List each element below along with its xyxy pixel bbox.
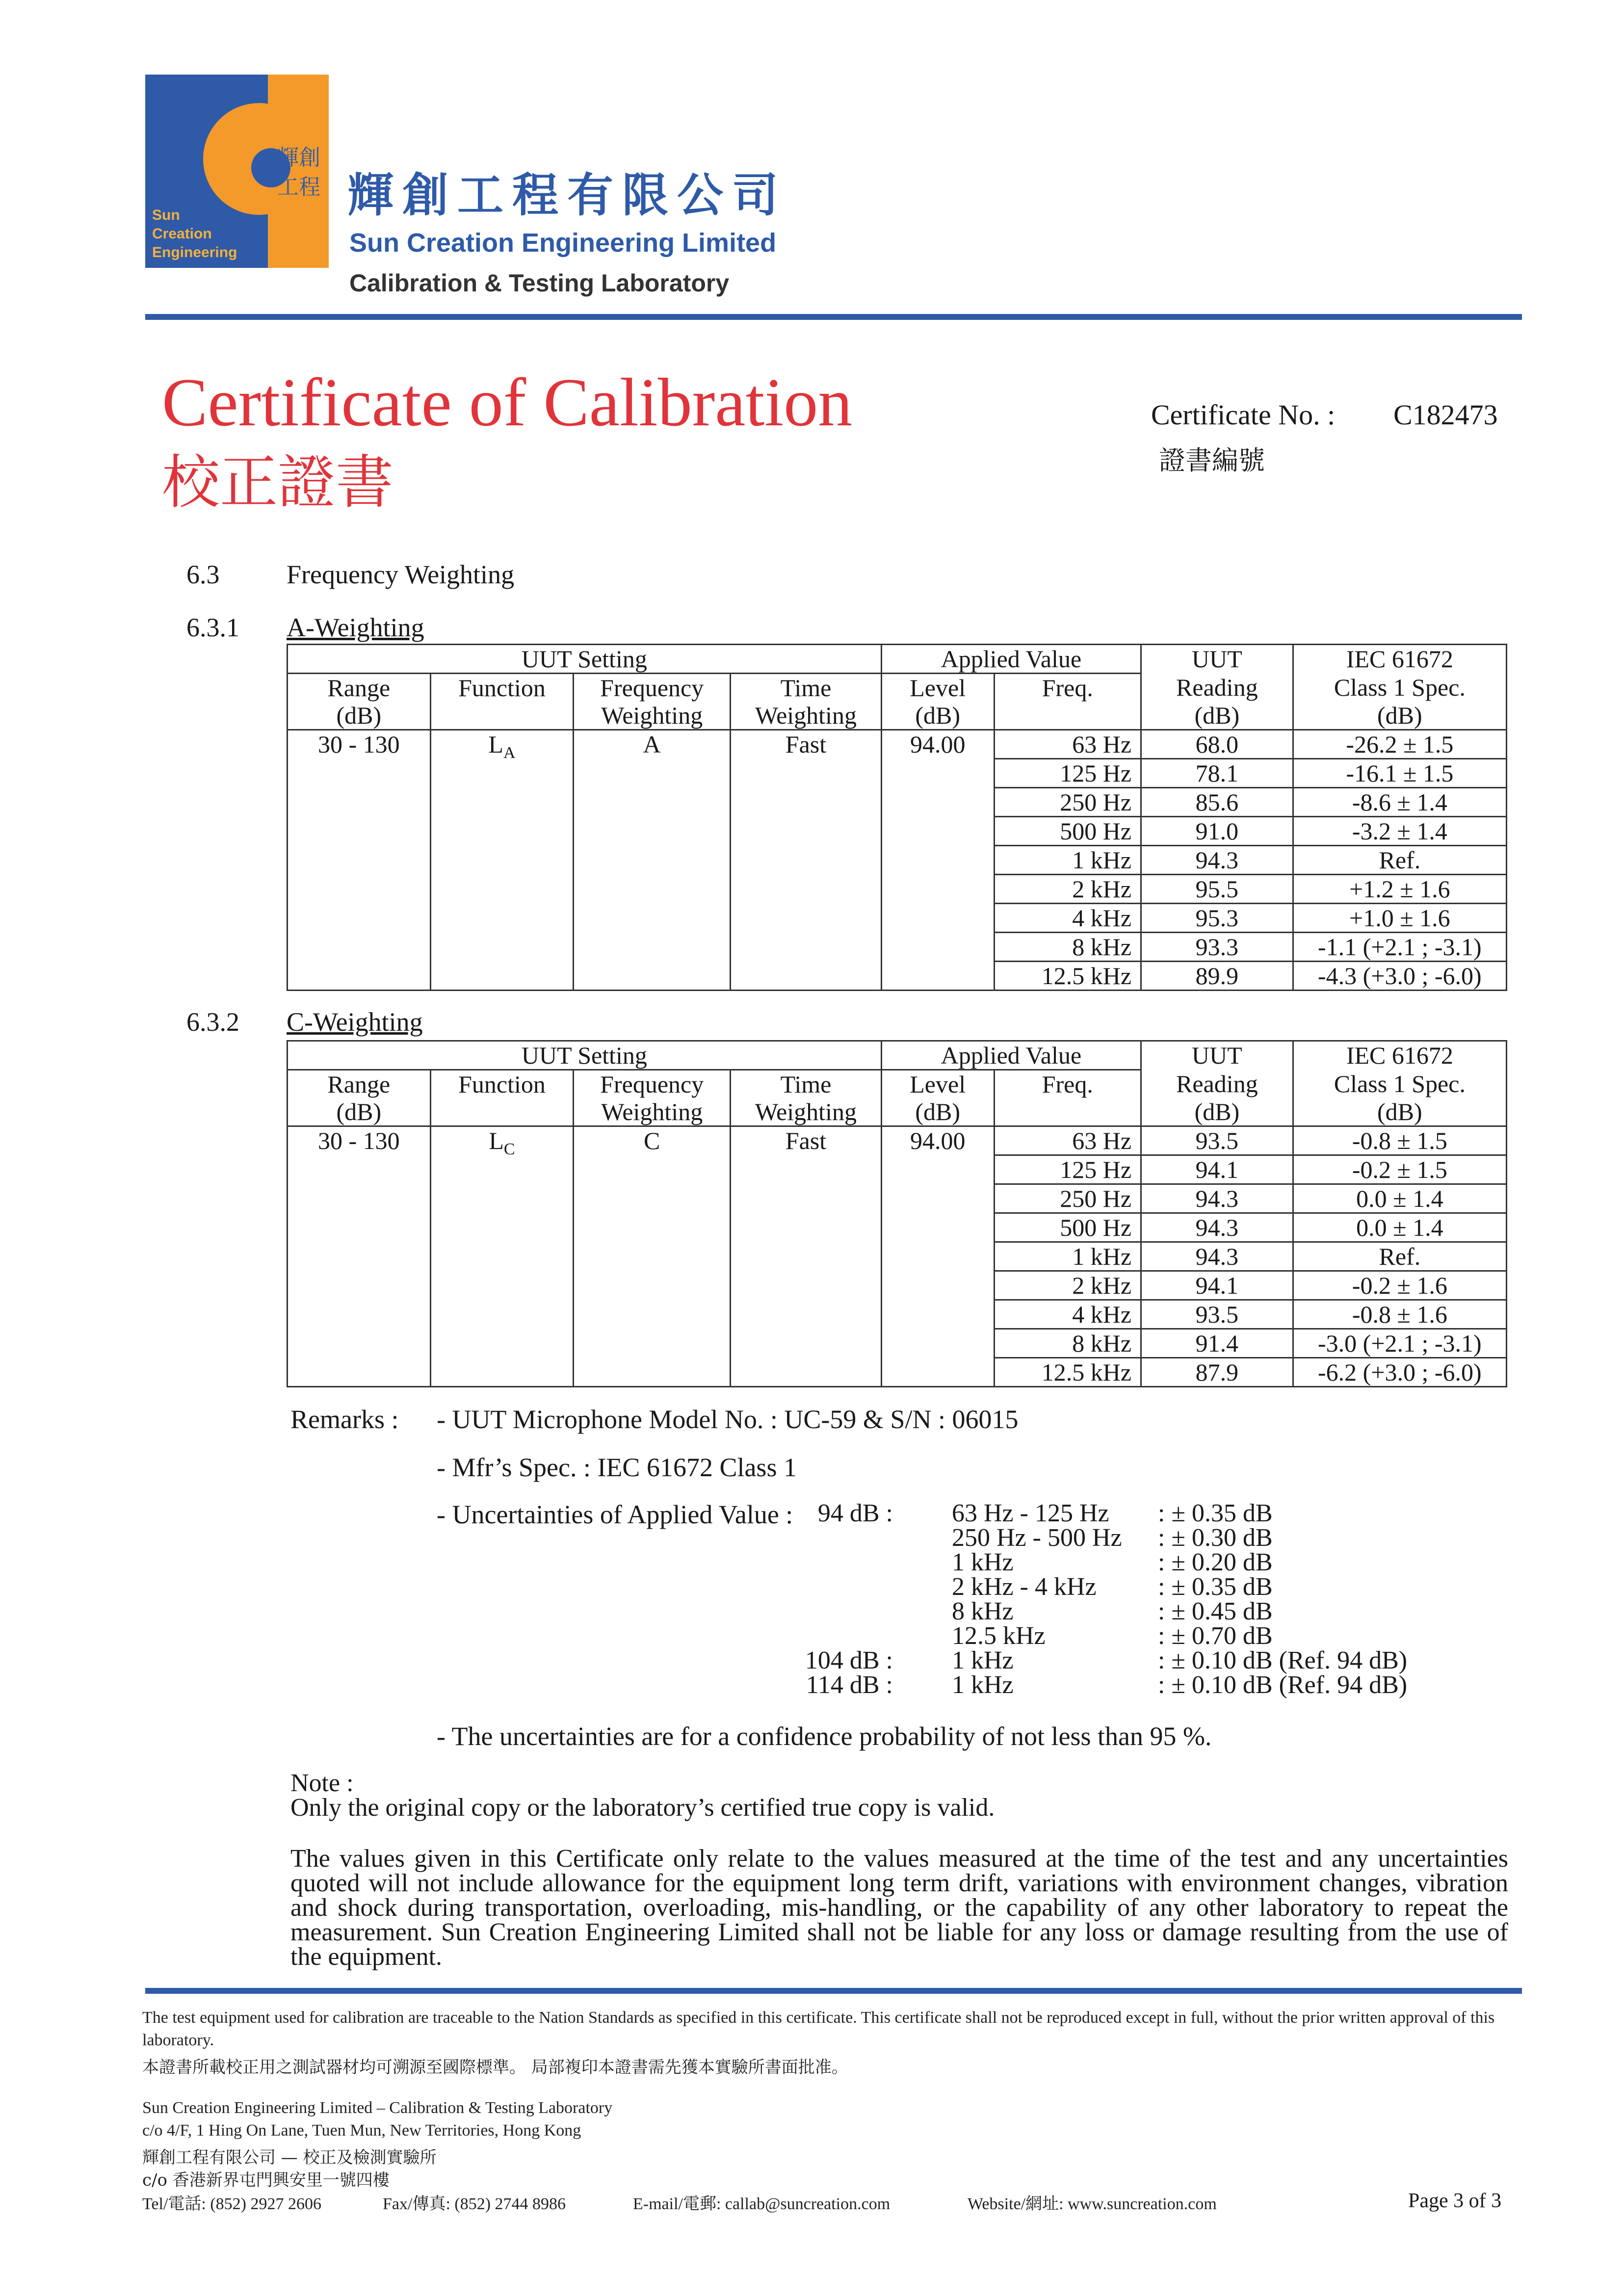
header-divider [145, 314, 1522, 320]
reading-cell: 78.1 [1141, 759, 1293, 788]
header-applied-value: Applied Value [881, 1041, 1141, 1070]
header-function: Function [430, 1070, 574, 1098]
fax: Fax/傳真: (852) 2744 8986 [383, 2195, 566, 2213]
reading-cell: 94.3 [1141, 1184, 1293, 1213]
header-range: Range [288, 1070, 431, 1098]
reading-cell: 94.3 [1141, 846, 1293, 875]
uncertainty-freq: 1 kHz [952, 1548, 1014, 1576]
header-range: Range [288, 674, 431, 702]
header-spec-unit: (dB) [1293, 1098, 1506, 1126]
header-freq: Freq. [994, 674, 1141, 730]
header-blank [430, 702, 574, 730]
certificate-title: Certificate of Calibration [162, 365, 853, 441]
a-weighting-rows [288, 730, 1507, 991]
header-freq: Freq. [994, 1070, 1141, 1126]
address-zh: c/o 香港新界屯門興安里一號四樓 [142, 2170, 390, 2190]
remarks-label: Remarks : [290, 1405, 399, 1434]
freq-cell: 125 Hz [994, 1155, 1141, 1184]
freq-cell: 125 Hz [994, 759, 1141, 788]
note-label: Note : [290, 1769, 354, 1797]
uncertainty-value: : ± 0.35 dB [1158, 1573, 1273, 1601]
spec-cell: -4.3 (+3.0 ; -6.0) [1293, 962, 1506, 991]
reading-cell: 94.1 [1141, 1155, 1293, 1184]
uncertainty-row [805, 1575, 1472, 1599]
freq-cell: 1 kHz [994, 846, 1141, 875]
function-cell [430, 730, 574, 991]
header-level: Level [881, 674, 994, 702]
spec-cell: -0.2 ± 1.5 [1293, 1155, 1506, 1184]
function-cell [430, 1126, 574, 1387]
header-reading: Reading [1141, 1070, 1293, 1098]
header-frequency: Frequency [574, 674, 731, 702]
website-link[interactable]: Website/網址: www.suncreation.com [968, 2195, 1217, 2213]
footer-divider [145, 1988, 1522, 1994]
freq-cell: 12.5 kHz [994, 1358, 1141, 1387]
header-time: Time [731, 674, 882, 702]
reading-cell: 93.5 [1141, 1300, 1293, 1329]
uncertainty-row [805, 1501, 1472, 1526]
reading-cell: 87.9 [1141, 1358, 1293, 1387]
uncertainty-value: : ± 0.70 dB [1158, 1622, 1273, 1650]
header-range-unit: (dB) [288, 702, 431, 730]
uncertainty-row [805, 1673, 1472, 1697]
header-reading: Reading [1141, 674, 1293, 702]
page-number: Page 3 of 3 [1408, 2190, 1502, 2212]
subsection-number: 6.3.2 [186, 1007, 239, 1037]
remark-mfr-spec: - Mfr’s Spec. : IEC 61672 Class 1 [437, 1453, 797, 1482]
lab-line: Sun Creation Engineering Limited – Calibration & Testing Laboratory [142, 2099, 613, 2117]
header-reading-unit: (dB) [1141, 1098, 1293, 1126]
certificate-number: C182473 [1393, 399, 1498, 431]
uncertainty-freq: 1 kHz [952, 1646, 1014, 1674]
spec-cell: -6.2 (+3.0 ; -6.0) [1293, 1358, 1506, 1387]
email-link[interactable]: E-mail/電郵: callab@suncreation.com [633, 2195, 891, 2213]
uncertainty-freq: 63 Hz - 125 Hz [952, 1499, 1109, 1527]
traceability-statement: The test equipment used for calibration are traceable to the Nation Standards as specified in this certificate. This certificate shall not be reproduced except in full, without the prior written approval of this laboratory. [142, 2009, 1495, 2049]
spec-cell: -16.1 ± 1.5 [1293, 759, 1506, 788]
remark-microphone: - UUT Microphone Model No. : UC-59 & S/N : 06015 [437, 1405, 1019, 1434]
freq-cell: 8 kHz [994, 933, 1141, 962]
header-range-unit: (dB) [288, 1098, 431, 1126]
uncertainty-row [805, 1648, 1472, 1673]
c-weighting-rows [288, 1126, 1507, 1387]
header-weighting: Weighting [731, 1098, 882, 1126]
header-weighting: Weighting [731, 702, 882, 730]
uncertainty-freq: 12.5 kHz [952, 1622, 1046, 1650]
spec-cell: -1.1 (+2.1 ; -3.1) [1293, 933, 1506, 962]
time-weighting-cell: Fast [731, 1126, 882, 1387]
uncertainty-level: 94 dB : [817, 1499, 893, 1527]
subsection-title: A-Weighting [287, 613, 424, 642]
spec-cell: +1.2 ± 1.6 [1293, 875, 1506, 904]
freq-cell: 500 Hz [994, 1213, 1141, 1242]
spec-cell: +1.0 ± 1.6 [1293, 904, 1506, 933]
reading-cell: 85.6 [1141, 788, 1293, 817]
header-uut-setting: UUT Setting [288, 645, 882, 674]
header-spec-unit: (dB) [1293, 702, 1506, 730]
uncertainty-value: : ± 0.10 dB (Ref. 94 dB) [1158, 1671, 1408, 1699]
telephone: Tel/電話: (852) 2927 2606 [142, 2195, 321, 2213]
function-subscript: A [503, 744, 516, 762]
reading-cell: 91.4 [1141, 1329, 1293, 1358]
uncertainty-freq: 8 kHz [952, 1597, 1014, 1625]
spec-cell: -0.2 ± 1.6 [1293, 1271, 1506, 1300]
header-class: Class 1 Spec. [1293, 1070, 1506, 1098]
frequency-weighting-cell: C [574, 1126, 731, 1387]
header-iec: IEC 61672 [1293, 1041, 1506, 1070]
header-uut-setting: UUT Setting [288, 1041, 882, 1070]
header-blank [430, 1098, 574, 1126]
section-title: Frequency Weighting [287, 560, 515, 589]
reading-cell: 95.3 [1141, 904, 1293, 933]
reading-cell: 94.3 [1141, 1213, 1293, 1242]
freq-cell: 1 kHz [994, 1242, 1141, 1271]
level-cell: 94.00 [881, 730, 994, 991]
header-uut: UUT [1141, 645, 1293, 674]
spec-cell: -3.0 (+2.1 ; -3.1) [1293, 1329, 1506, 1358]
header-level-unit: (dB) [881, 702, 994, 730]
header-weighting: Weighting [574, 702, 731, 730]
uncertainty-value: : ± 0.30 dB [1158, 1524, 1273, 1552]
note-paragraph: The values given in this Certificate only relate to the values measured at the time of the test and any uncertainties quoted will not include allowance for the equipment long term drift, variations with environment changes, vibration and shock during transportation, overloading, mis-handling, or the capability of any other laboratory to repeat the measurement. Sun Creation Engineering Limited shall not be liable for any loss or damage resulting from the use of the equipment. [290, 1845, 1508, 1971]
header-uut: UUT [1141, 1041, 1293, 1070]
remark-confidence: - The uncertainties are for a confidence probability of not less than 95 %. [437, 1722, 1212, 1751]
traceability-statement-zh: 本證書所載校正用之測試器材均可溯源至國際標準。 局部複印本證書需先獲本實驗所書面批准。 [142, 2058, 848, 2077]
reading-cell: 93.3 [1141, 933, 1293, 962]
company-logo [145, 75, 329, 268]
reading-cell: 95.5 [1141, 875, 1293, 904]
note-line: Only the original copy or the laboratory’s certified true copy is valid. [290, 1794, 995, 1822]
header-weighting: Weighting [574, 1098, 731, 1126]
header-iec: IEC 61672 [1293, 645, 1506, 674]
lab-line-zh: 輝創工程有限公司 — 校正及檢測實驗所 [142, 2148, 437, 2167]
uncertainty-freq: 250 Hz - 500 Hz [952, 1524, 1122, 1552]
reading-cell: 91.0 [1141, 817, 1293, 846]
company-name-zh: 輝創工程有限公司 [347, 169, 787, 222]
uncertainty-value: : ± 0.35 dB [1158, 1499, 1273, 1527]
address-en: c/o 4/F, 1 Hing On Lane, Tuen Mun, New Territories, Hong Kong [142, 2121, 581, 2139]
spec-cell: -3.2 ± 1.4 [1293, 817, 1506, 846]
header-function: Function [430, 674, 574, 702]
uncertainties-list [805, 1501, 1472, 1697]
reading-cell: 94.1 [1141, 1271, 1293, 1300]
logo-vertical-text: 輝創工程 [277, 145, 320, 200]
subsection-title: C-Weighting [287, 1007, 423, 1037]
spec-cell: -8.6 ± 1.4 [1293, 788, 1506, 817]
freq-cell: 63 Hz [994, 1126, 1141, 1155]
uncertainty-freq: 1 kHz [952, 1671, 1014, 1699]
freq-cell: 4 kHz [994, 1300, 1141, 1329]
spec-cell: -0.8 ± 1.6 [1293, 1300, 1506, 1329]
reading-cell: 94.3 [1141, 1242, 1293, 1271]
spec-cell: 0.0 ± 1.4 [1293, 1184, 1506, 1213]
section-number: 6.3 [186, 560, 220, 589]
reading-cell: 89.9 [1141, 962, 1293, 991]
range-cell: 30 - 130 [288, 730, 431, 991]
function-symbol: L [488, 731, 503, 758]
freq-cell: 63 Hz [994, 730, 1141, 759]
subsection-number: 6.3.1 [186, 613, 239, 642]
uncertainty-row [805, 1550, 1472, 1575]
spec-cell: Ref. [1293, 1242, 1506, 1271]
freq-cell: 4 kHz [994, 904, 1141, 933]
uncertainty-row [805, 1599, 1472, 1624]
uncertainty-freq: 2 kHz - 4 kHz [952, 1573, 1097, 1601]
reading-cell: 93.5 [1141, 1126, 1293, 1155]
uncertainty-level: 104 dB : [805, 1646, 893, 1674]
certificate-number-label-zh: 證書編號 [1159, 445, 1265, 476]
header-level-unit: (dB) [881, 1098, 994, 1126]
uncertainty-level: 114 dB : [806, 1671, 893, 1699]
spec-cell: -26.2 ± 1.5 [1293, 730, 1506, 759]
level-cell: 94.00 [881, 1126, 994, 1387]
spec-cell: -0.8 ± 1.5 [1293, 1126, 1506, 1155]
logo-text-line: Creation [152, 226, 212, 242]
reading-cell: 68.0 [1141, 730, 1293, 759]
uncertainty-row [805, 1526, 1472, 1550]
uncertainty-value: : ± 0.20 dB [1158, 1548, 1273, 1576]
a-weighting-table [287, 644, 1507, 991]
header-applied-value: Applied Value [881, 645, 1141, 674]
certificate-number-label: Certificate No. : [1151, 399, 1336, 431]
logo-text [152, 206, 237, 262]
uncertainty-row [805, 1624, 1472, 1648]
freq-cell: 12.5 kHz [994, 962, 1141, 991]
function-subscript: C [503, 1140, 515, 1158]
range-cell: 30 - 130 [288, 1126, 431, 1387]
uncertainty-value: : ± 0.10 dB (Ref. 94 dB) [1158, 1646, 1408, 1674]
logo-text-line: Engineering [152, 244, 237, 261]
header-level: Level [881, 1070, 994, 1098]
company-name-en: Sun Creation Engineering Limited [349, 228, 777, 258]
freq-cell: 250 Hz [994, 1184, 1141, 1213]
frequency-weighting-cell: A [574, 730, 731, 991]
lab-name: Calibration & Testing Laboratory [349, 269, 730, 297]
function-symbol: L [489, 1127, 504, 1154]
freq-cell: 2 kHz [994, 1271, 1141, 1300]
certificate-title-zh: 校正證書 [162, 448, 394, 516]
table-row [288, 730, 1507, 759]
freq-cell: 2 kHz [994, 875, 1141, 904]
freq-cell: 8 kHz [994, 1329, 1141, 1358]
spec-cell: 0.0 ± 1.4 [1293, 1213, 1506, 1242]
header-reading-unit: (dB) [1141, 702, 1293, 730]
remark-uncertainties-label: - Uncertainties of Applied Value : [437, 1500, 793, 1529]
freq-cell: 500 Hz [994, 817, 1141, 846]
header-class: Class 1 Spec. [1293, 674, 1506, 702]
c-weighting-table [287, 1040, 1507, 1387]
header-time: Time [731, 1070, 882, 1098]
header-frequency: Frequency [574, 1070, 731, 1098]
time-weighting-cell: Fast [731, 730, 882, 991]
spec-cell: Ref. [1293, 846, 1506, 875]
table-row [288, 1126, 1507, 1155]
uncertainty-value: : ± 0.45 dB [1158, 1597, 1273, 1625]
logo-text-line: Sun [152, 207, 180, 223]
freq-cell: 250 Hz [994, 788, 1141, 817]
